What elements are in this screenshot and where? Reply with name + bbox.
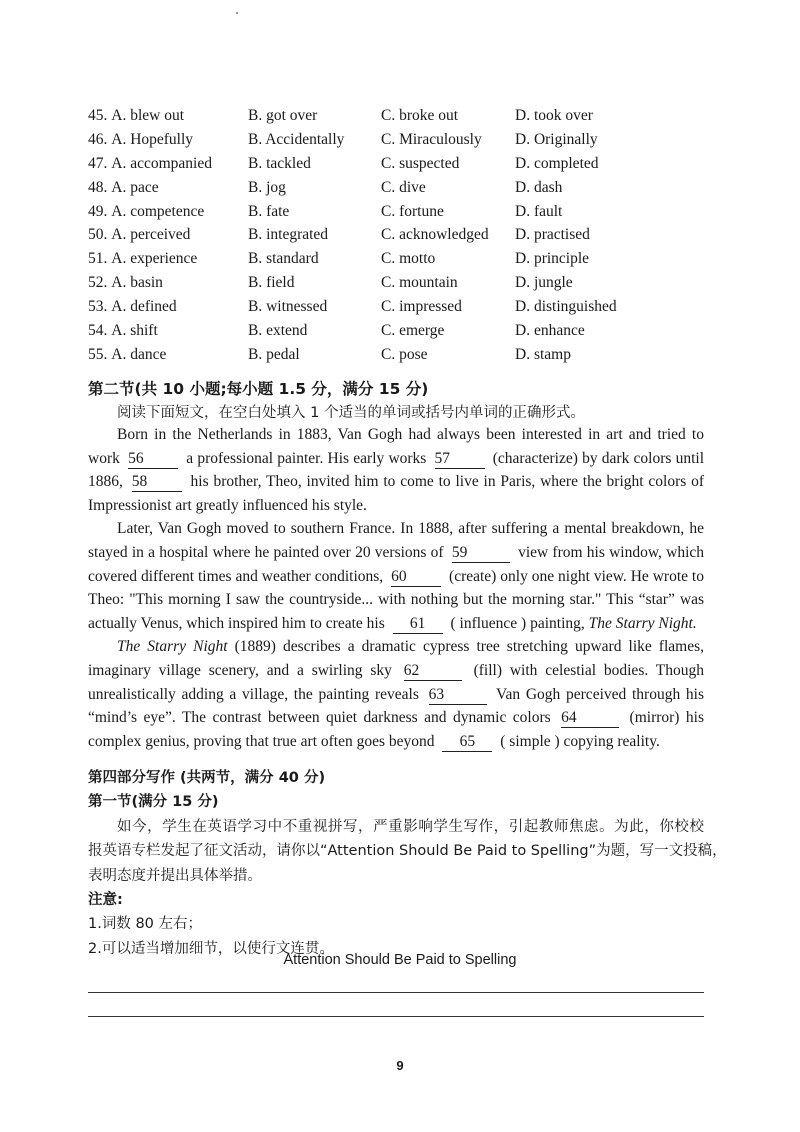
option-d: D. principle	[515, 250, 590, 268]
option-b: B. integrated	[248, 226, 329, 244]
question-number: 50.	[88, 226, 108, 244]
option-a-text: A. perceived	[111, 226, 191, 244]
text-span: ( influence ) painting,	[450, 614, 585, 632]
passage-line	[88, 659, 704, 683]
option-a-text: A. defined	[111, 298, 177, 316]
note-item: 2.可以适当增加细节，以使行文连贯。	[88, 940, 334, 957]
question-number: 54.	[88, 322, 108, 340]
choice-row-51	[88, 247, 728, 271]
prompt-line: 表明态度并提出具体举措。	[88, 867, 262, 884]
scan-speck	[236, 12, 238, 14]
passage-line	[88, 706, 704, 730]
option-b: B. jog	[248, 178, 286, 196]
option-c: C. mountain	[381, 274, 458, 292]
text-span: (1889) describes a dramatic cypress tree stretching upward like flames,	[234, 638, 705, 656]
option-b: B. field	[248, 274, 295, 292]
passage-line	[88, 541, 704, 565]
option-b: B. Accidentally	[248, 130, 345, 148]
blank-63: 63	[429, 686, 487, 705]
choice-row-45	[88, 104, 728, 128]
option-a-text: A. experience	[111, 250, 198, 268]
option-a-text: A. competence	[111, 202, 205, 220]
text-span: unrealistically adding a village, the painting reveals	[88, 685, 419, 703]
option-a	[88, 295, 248, 319]
painting-title: The Starry Night	[117, 638, 228, 656]
choice-row-48	[88, 176, 728, 200]
choice-list	[88, 104, 728, 367]
blank-64: 64	[561, 709, 619, 728]
option-a-text: A. basin	[111, 274, 163, 292]
text-span: (create) only one night view. He wrote to	[449, 567, 704, 585]
passage-line	[88, 612, 704, 636]
option-b: B. got over	[248, 107, 318, 124]
question-number: 55.	[88, 345, 108, 363]
option-a	[88, 200, 248, 224]
option-a	[88, 176, 248, 200]
passage-line: Impressionist art greatly influenced his style.	[88, 496, 367, 514]
option-d: D. took over	[515, 107, 593, 124]
option-a	[88, 104, 248, 128]
section-1-heading: 第一节(满分 15 分)	[88, 794, 219, 811]
option-a	[88, 128, 248, 152]
option-a-text: A. blew out	[111, 107, 185, 124]
choice-row-55	[88, 343, 728, 367]
option-c: C. Miraculously	[381, 130, 482, 148]
section-2-instruction: 阅读下面短文，在空白处填入 1 个适当的单词或括号内单词的正确形式。	[117, 405, 585, 421]
prompt-line: 报英语专栏发起了征文活动，请你以“Attention Should Be Paid to Spelling”为题，写一文投稿，	[88, 843, 727, 860]
passage-line	[88, 470, 704, 494]
option-b: B. tackled	[248, 154, 311, 172]
choice-row-53	[88, 295, 728, 319]
text-span: imaginary village scenery, and a swirling sky	[88, 661, 392, 679]
option-a	[88, 343, 248, 367]
text-span: a professional painter. His early works	[186, 449, 427, 467]
option-c: C. acknowledged	[381, 226, 489, 244]
option-d: D. enhance	[515, 322, 585, 340]
text-span: complex genius, proving that true art often goes beyond	[88, 732, 435, 750]
option-d: D. dash	[515, 178, 563, 196]
option-a	[88, 152, 248, 176]
question-number: 51.	[88, 250, 108, 268]
passage-line	[88, 565, 704, 589]
choice-row-50	[88, 223, 728, 247]
passage-line	[88, 447, 704, 471]
option-b: B. witnessed	[248, 298, 328, 316]
option-a	[88, 271, 248, 295]
option-d: D. distinguished	[515, 298, 617, 316]
option-c: C. dive	[381, 178, 426, 196]
part-4-heading: 第四部分写作 (共两节，满分 40 分)	[88, 770, 326, 786]
option-a-text: A. dance	[111, 345, 167, 363]
passage-line: Later, Van Gogh moved to southern France. In 1888, after suffering a mental breakdown, he	[117, 520, 704, 538]
passage-line	[88, 730, 704, 754]
writing-section	[88, 766, 727, 961]
writing-line[interactable]	[88, 992, 704, 993]
cloze-passage	[88, 423, 704, 753]
option-a	[88, 223, 248, 247]
choice-row-46	[88, 128, 728, 152]
text-span: (fill) with celestial bodies. Though	[473, 661, 705, 679]
passage-line: Born in the Netherlands in 1883, Van Gogh had always been interested in art and tried to	[117, 426, 704, 443]
passage-line	[88, 683, 704, 707]
option-a	[88, 247, 248, 271]
option-c: C. motto	[381, 250, 436, 268]
question-number: 52.	[88, 274, 108, 292]
notes-label: 注意:	[88, 891, 123, 908]
blank-65: 65	[442, 733, 492, 752]
option-c: C. suspected	[381, 154, 460, 172]
question-number: 49.	[88, 202, 108, 220]
text-span: (characterize) by dark colors until	[492, 449, 705, 467]
option-c: C. emerge	[381, 322, 445, 340]
painting-title: The Starry Night.	[588, 614, 697, 632]
passage-line	[88, 635, 704, 659]
text-span: view from his window, which	[518, 543, 705, 561]
option-a-text: A. shift	[111, 322, 158, 340]
question-number: 47.	[88, 154, 108, 172]
option-a-text: A. Hopefully	[111, 130, 194, 148]
blank-62: 62	[404, 662, 462, 681]
text-span: “mind’s eye”. The contrast between quiet darkness and dynamic colors	[88, 709, 551, 727]
question-number: 45.	[88, 107, 108, 124]
option-d: D. Originally	[515, 130, 598, 148]
option-a-text: A. accompanied	[111, 154, 212, 172]
prompt-line: 如今，学生在英语学习中不重视拼写，严重影响学生写作，引起教师焦虑。为此，你校校	[117, 818, 704, 835]
blank-58: 58	[132, 473, 182, 492]
blank-61: 61	[393, 615, 443, 634]
page-number: 9	[396, 1058, 404, 1073]
choice-row-52	[88, 271, 728, 295]
option-b: B. extend	[248, 322, 308, 340]
section-2-heading: 第二节(共 10 小题;每小题 1.5 分，满分 15 分)	[88, 380, 429, 398]
blank-56: 56	[128, 450, 178, 469]
question-number: 53.	[88, 298, 108, 316]
blank-57: 57	[435, 450, 485, 469]
text-span: (mirror) his	[629, 709, 704, 727]
question-number: 48.	[88, 178, 108, 196]
option-d: D. completed	[515, 154, 599, 172]
option-d: D. fault	[515, 202, 563, 220]
blank-59: 59	[452, 544, 510, 563]
blank-60: 60	[391, 568, 441, 587]
choice-row-54	[88, 319, 728, 343]
text-span: covered different times and weather conditions,	[88, 567, 384, 585]
option-c: C. fortune	[381, 202, 444, 220]
option-b: B. pedal	[248, 345, 300, 363]
option-c: C. broke out	[381, 107, 459, 124]
option-c: C. impressed	[381, 298, 462, 316]
choice-row-49	[88, 200, 728, 224]
option-d: D. stamp	[515, 345, 571, 363]
passage-line: Theo: "This morning I saw the countryside... with nothing but the morning star." This “star” was	[88, 591, 704, 609]
option-a	[88, 319, 248, 343]
text-span: ( simple ) copying reality.	[500, 732, 660, 750]
text-span: Van Gogh perceived through his	[496, 685, 704, 703]
writing-line[interactable]	[88, 1016, 704, 1017]
text-span: his brother, Theo, invited him to come to live in Paris, where the bright colors of	[190, 473, 705, 491]
option-b: B. fate	[248, 202, 290, 220]
question-number: 46.	[88, 130, 108, 148]
text-span: work	[88, 449, 120, 467]
note-item: 1.词数 80 左右；	[88, 916, 203, 933]
option-c: C. pose	[381, 345, 428, 363]
text-span: 1886,	[88, 473, 123, 491]
option-b: B. standard	[248, 250, 319, 268]
option-d: D. practised	[515, 226, 590, 244]
essay-title: Attention Should Be Paid to Spelling	[283, 952, 517, 968]
option-a-text: A. pace	[111, 178, 159, 196]
option-d: D. jungle	[515, 274, 573, 292]
text-span: actually Venus, which inspired him to create his	[88, 614, 385, 632]
text-span: stayed in a hospital where he painted over 20 versions of	[88, 543, 444, 561]
choice-row-47	[88, 152, 728, 176]
